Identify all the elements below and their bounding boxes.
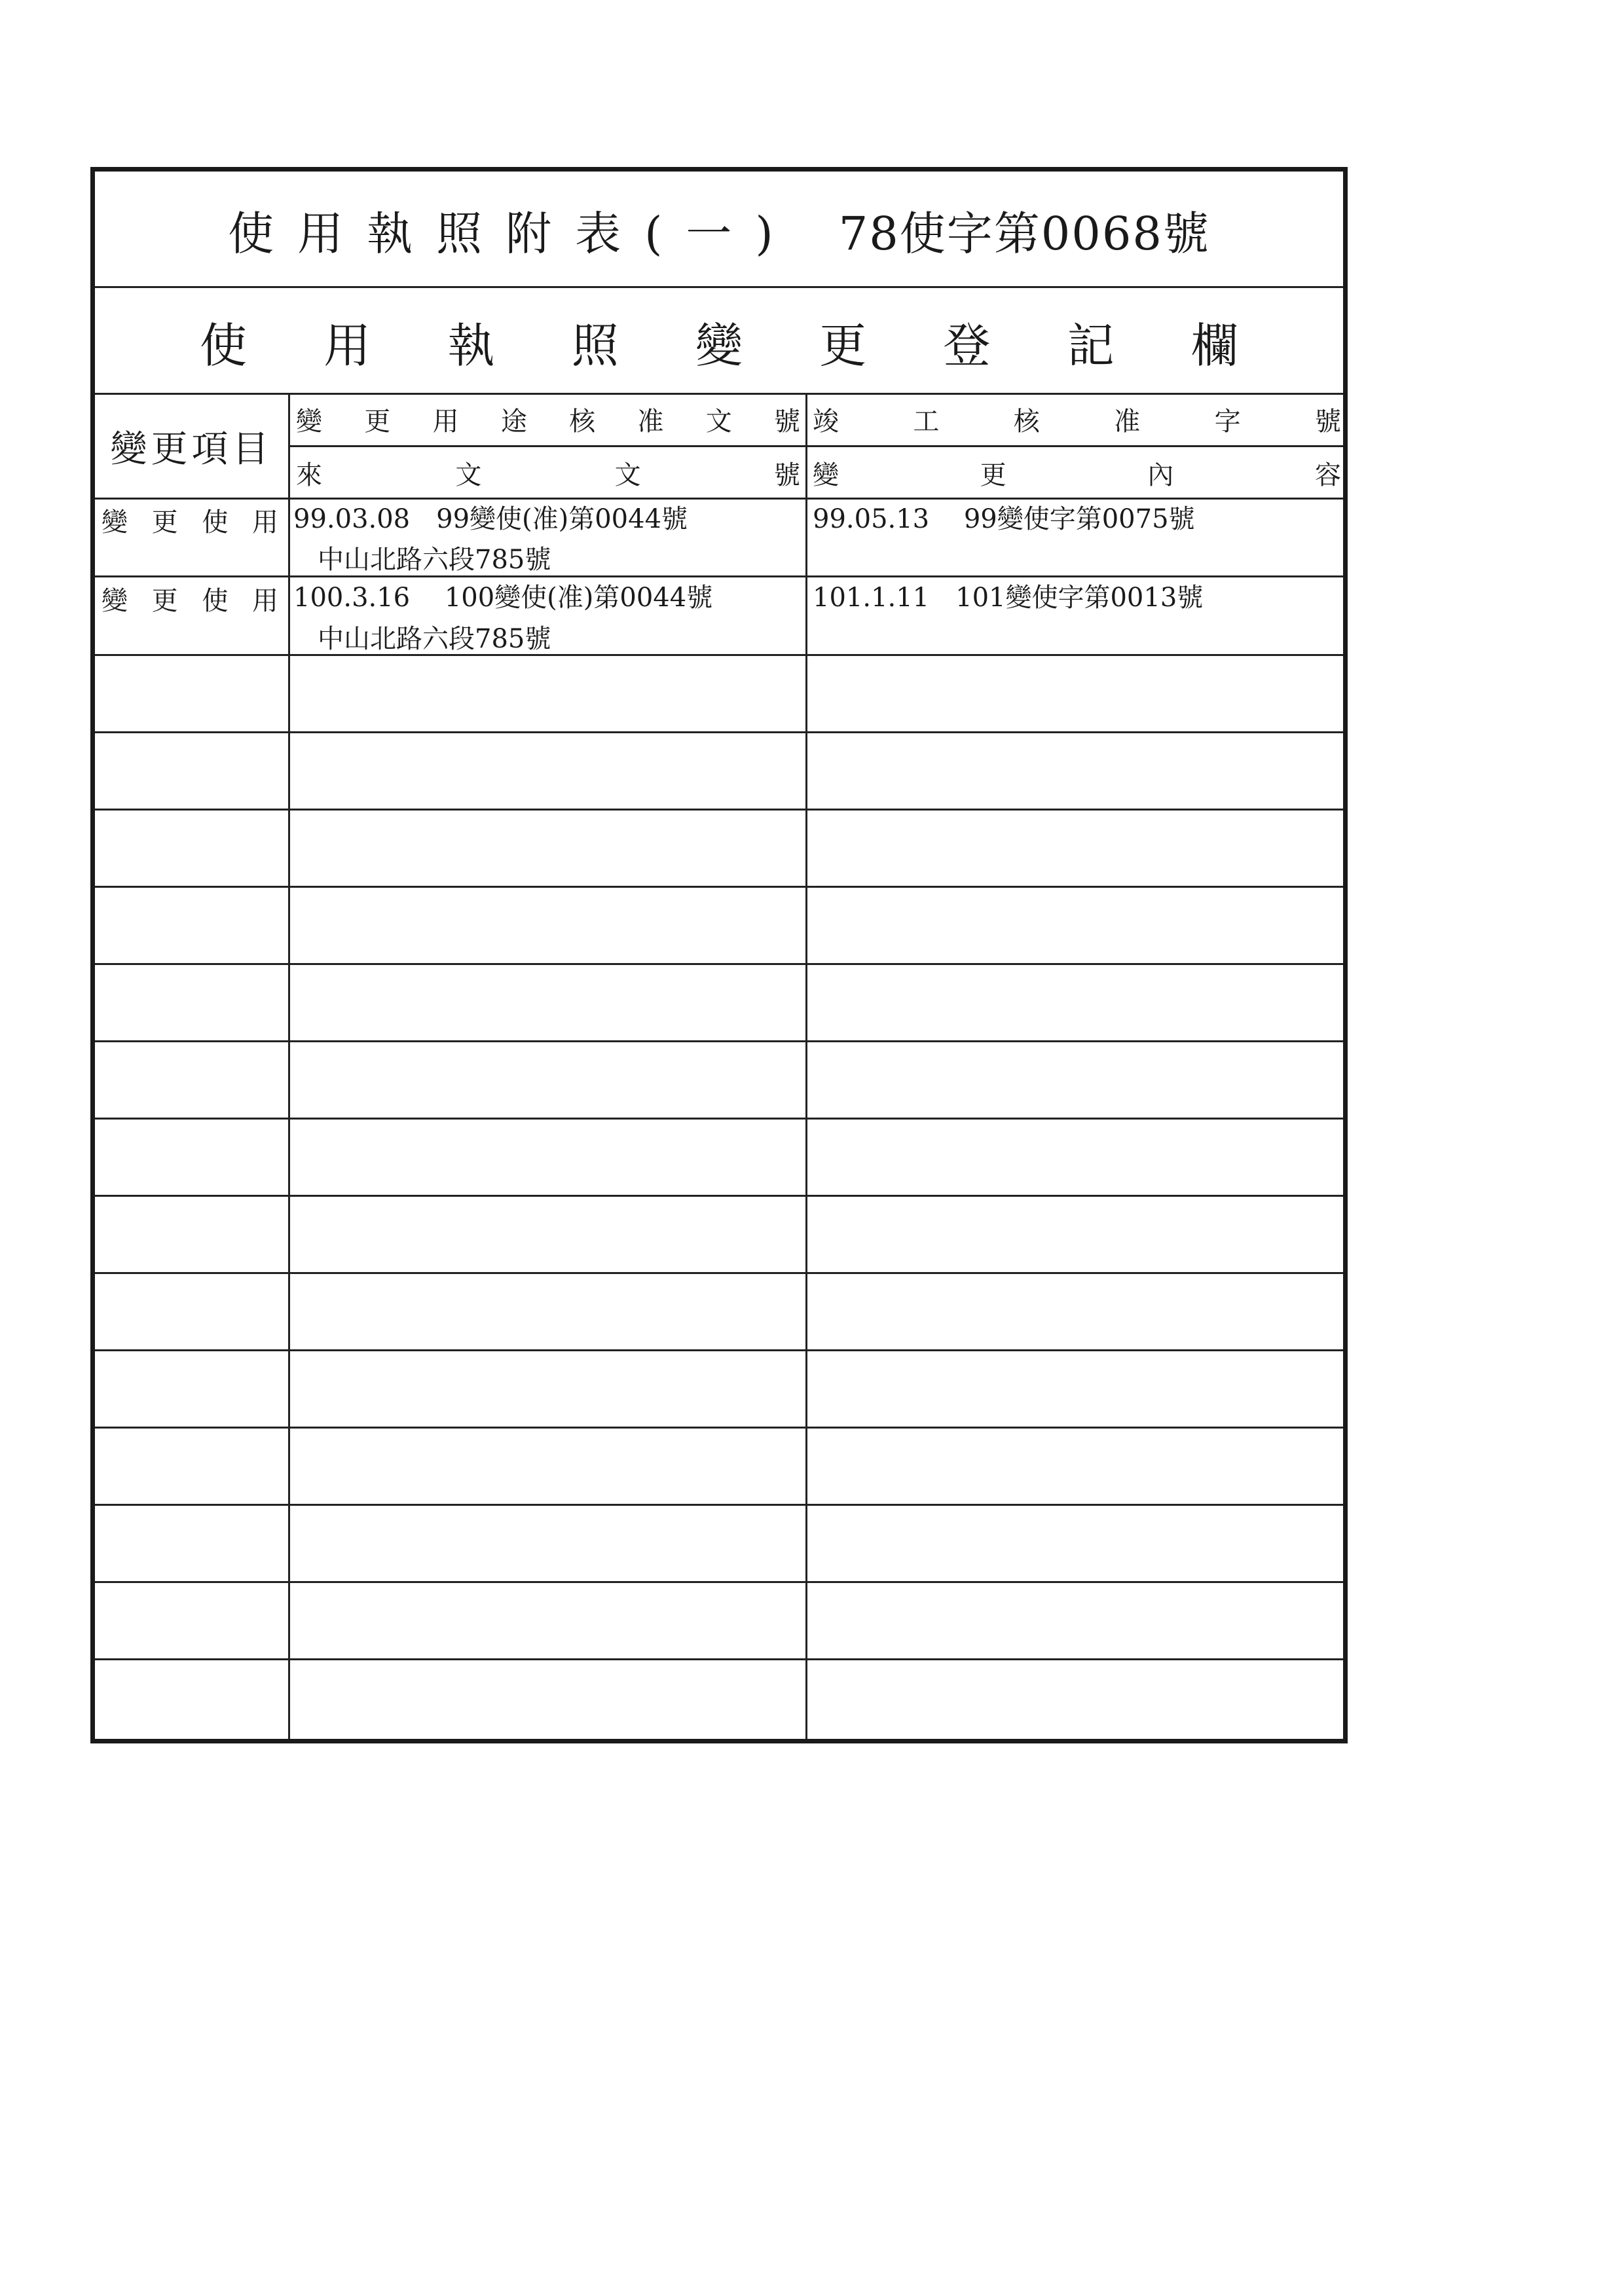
row-divider: [95, 1658, 1343, 1660]
row-divider: [95, 1427, 1343, 1429]
row-divider: [95, 1195, 1343, 1197]
section-title-char: 使: [200, 318, 248, 373]
row-item-char: 變: [101, 507, 128, 538]
section-title-char: 更: [819, 318, 867, 373]
header-char: 用: [432, 406, 459, 437]
row-item-char: 用: [251, 507, 278, 538]
approval-no-header: [296, 393, 800, 445]
section-title-char: 用: [323, 318, 371, 373]
column-divider: [805, 393, 807, 1739]
row-divider: [95, 1581, 1343, 1583]
header-char: 竣: [813, 406, 839, 437]
row-item-char: 更: [151, 585, 178, 616]
row-address: 中山北路六段785號: [318, 545, 551, 575]
header-char: 號: [773, 406, 800, 437]
row-item-char: 更: [151, 507, 178, 538]
change-item-header: 變更項目: [110, 428, 273, 471]
row-divider: [95, 1040, 1343, 1042]
header-char: 來: [296, 460, 322, 490]
section-title-char: 欄: [1190, 318, 1238, 373]
row-approval: 100.3.16 100變使(准)第0044號: [293, 583, 713, 613]
header-char: 更: [364, 406, 391, 437]
row-divider: [95, 963, 1343, 965]
header-char: 號: [1314, 406, 1341, 437]
row-completion: 99.05.13 99變使字第0075號: [813, 504, 1195, 534]
header-char: 工: [913, 406, 940, 437]
header-char: 變: [813, 460, 839, 490]
row-item-char: 變: [101, 585, 128, 616]
row-item-char: 用: [251, 585, 278, 616]
header-char: 文: [455, 460, 482, 490]
header-char: 更: [980, 460, 1006, 490]
header-char: 號: [773, 460, 800, 490]
row-divider: [95, 731, 1343, 733]
license-number: 78使字第0068號: [838, 206, 1210, 261]
header-char: 容: [1314, 460, 1341, 490]
section-title-char: 執: [447, 318, 495, 373]
header-char: 核: [1013, 406, 1040, 437]
change-content-header: [813, 447, 1341, 498]
row-divider: [95, 1272, 1343, 1274]
header-char: 准: [1114, 406, 1141, 437]
row-divider: [95, 1118, 1343, 1120]
row-address: 中山北路六段785號: [318, 624, 551, 654]
section-title-char: 記: [1067, 318, 1115, 373]
header-char: 內: [1147, 460, 1174, 490]
section-title-char: 變: [695, 318, 743, 373]
row-divider: [95, 654, 1343, 656]
header-char: 變: [296, 406, 322, 437]
row-divider: [95, 1504, 1343, 1506]
header-char: 准: [637, 406, 664, 437]
row-item-char: 使: [202, 585, 229, 616]
row-divider: [95, 886, 1343, 888]
form-title: [95, 172, 1343, 288]
form-title-label: 使用執照附表(一): [228, 206, 797, 261]
row-approval: 99.03.08 99變使(准)第0044號: [293, 504, 688, 534]
row-divider: [95, 1349, 1343, 1351]
row-divider: [95, 809, 1343, 811]
header-char: 字: [1214, 406, 1241, 437]
header-char: 途: [500, 406, 527, 437]
section-title: [200, 289, 1238, 394]
section-title-char: 登: [943, 318, 991, 373]
incoming-doc-no-header: [296, 447, 800, 498]
row-completion: 101.1.11 101變使字第0013號: [813, 583, 1204, 613]
completion-no-header: [813, 393, 1341, 445]
usage-license-change-table: [90, 167, 1348, 1743]
header-char: 文: [705, 406, 732, 437]
row-item-char: 使: [202, 507, 229, 538]
column-divider: [288, 393, 290, 1739]
row-item: [101, 577, 278, 619]
header-char: 核: [569, 406, 596, 437]
header-char: 文: [614, 460, 641, 490]
section-title-char: 照: [571, 318, 619, 373]
divider: [95, 286, 1343, 288]
row-item: [101, 499, 278, 541]
